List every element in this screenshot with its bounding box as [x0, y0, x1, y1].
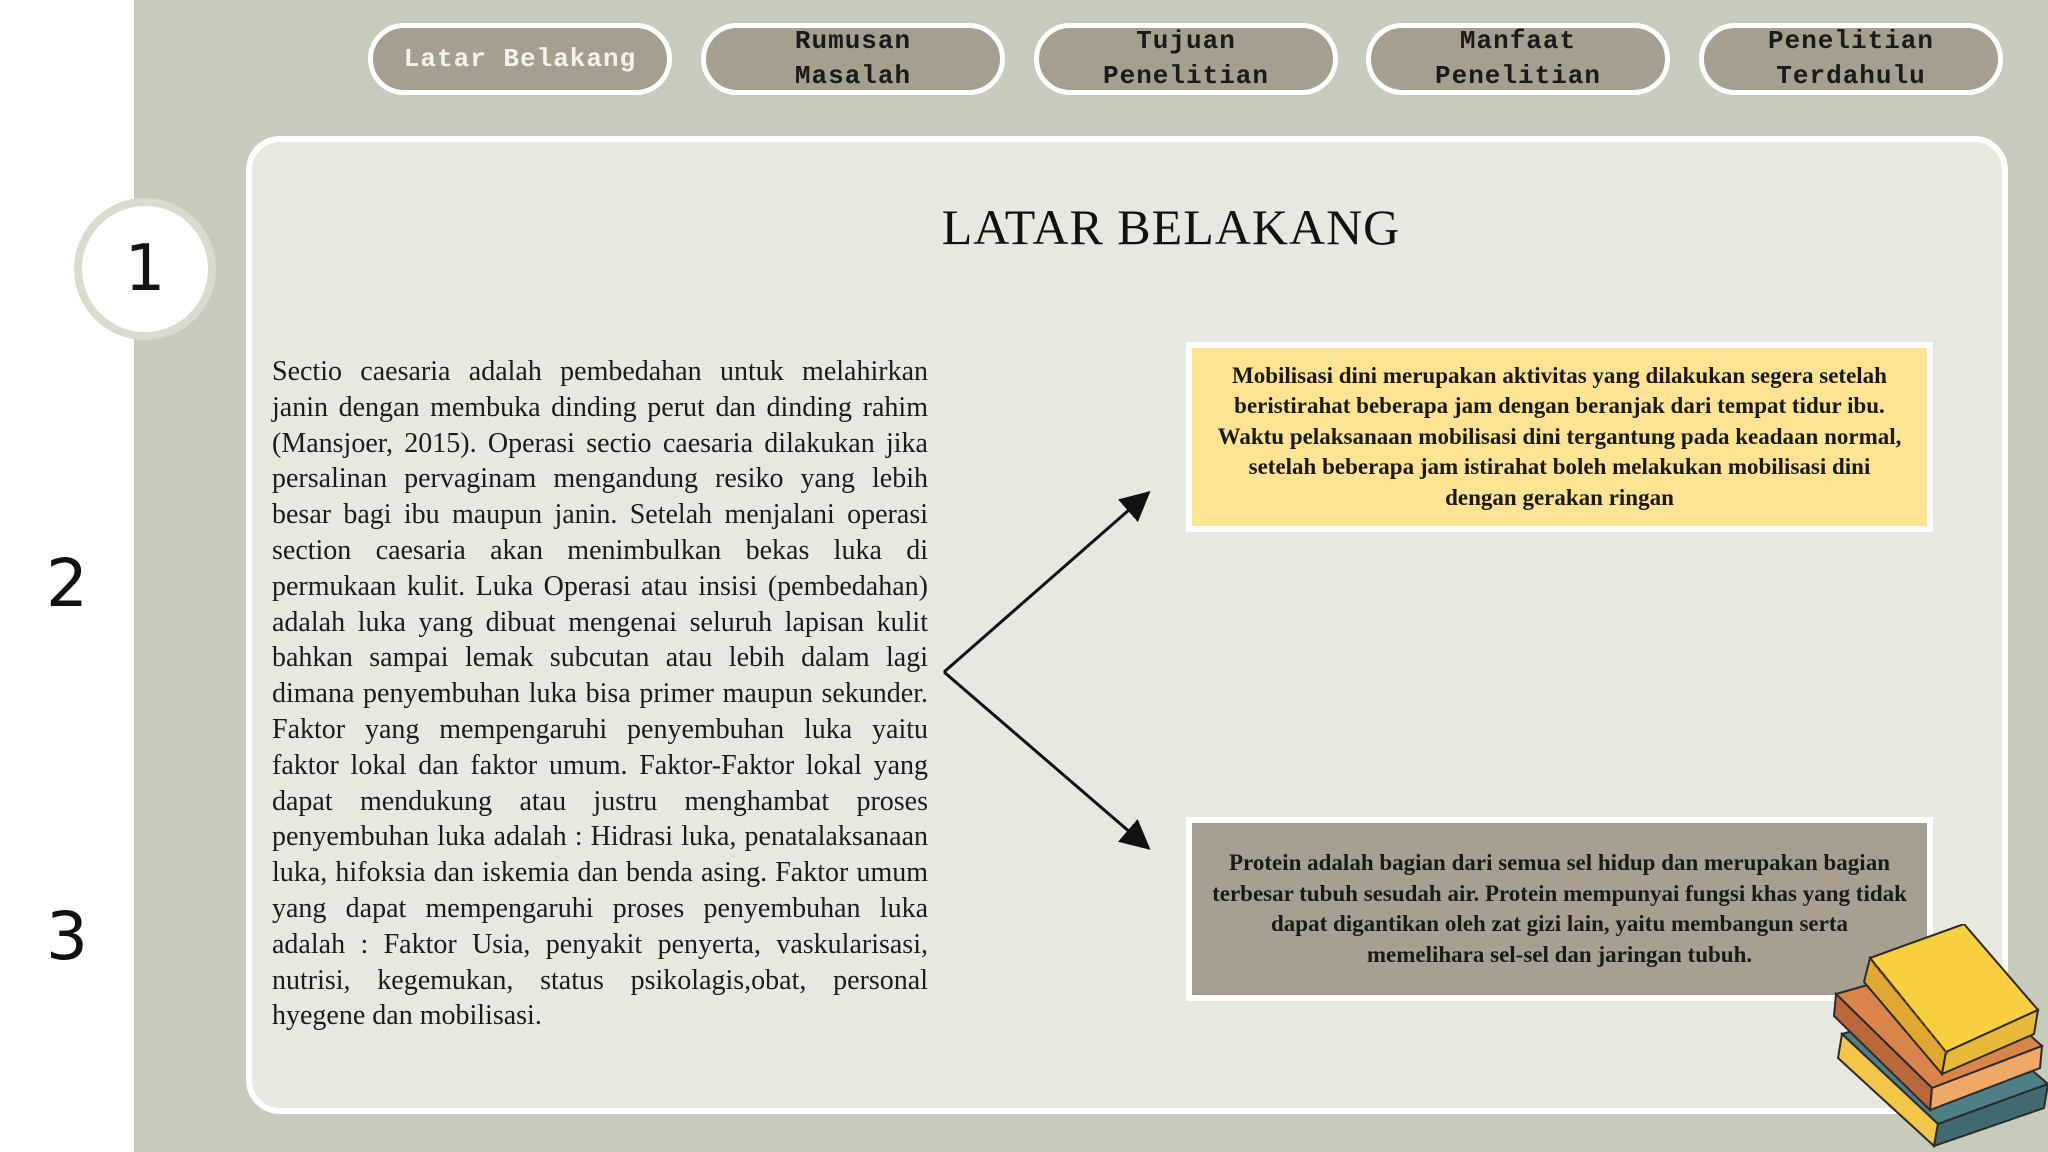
tab-label: Manfaat Penelitian	[1434, 26, 1602, 91]
tab-label: Tujuan Penelitian	[1102, 26, 1270, 91]
tab-label: Latar Belakang	[403, 43, 637, 74]
section-number-3[interactable]: 3	[46, 898, 88, 975]
arrow-icon	[930, 480, 1170, 860]
tab-latar-belakang[interactable]	[368, 23, 672, 95]
tab-label: Rumusan Masalah	[794, 26, 912, 91]
body-paragraph: Sectio caesaria adalah pembedahan untuk melahirkan janin dengan membuka dinding perut dan dinding rahim (Mansjoer, 2015). Operasi sectio caesaria dilakukan jika persalinan pervaginam mengandung resiko yang lebih besar bagi ibu maupun janin. Setelah menjalani operasi section caesaria akan menimbulkan bekas luka di permukaan kulit. Luka Operasi atau insisi (pembedahan) adalah luka yang dibuat mengenai seluruh lapisan kulit bahkan sampai lemak subcutan atau lebih dalam lagi dimana penyembuhan luka bisa primer maupun sekunder. Faktor yang mempengaruhi penyembuhan luka yaitu faktor lokal dan faktor umum. Faktor-Faktor lokal yang dapat mendukung atau justru menghambat proses penyembuhan luka adalah : Hidrasi luka, penatalaksanaan luka, hifoksia dan iskemia dan benda asing. Faktor umum yang dapat mempengaruhi proses penyembuhan luka adalah : Faktor Usia, penyakit penyerta, vaskularisasi, nutrisi, kegemukan, status psikolagis,obat, personal hyegene dan mobilisasi.	[272, 356, 928, 1032]
protein-box	[1186, 817, 1933, 1001]
tab-rumusan-masalah[interactable]	[701, 23, 1005, 95]
tab-penelitian-terdahulu[interactable]	[1699, 23, 2003, 95]
section-number-2[interactable]: 2	[46, 545, 88, 622]
tab-manfaat-penelitian[interactable]	[1366, 23, 1670, 95]
mobilisasi-text: Mobilisasi dini merupakan aktivitas yang dilakukan segera setelah beristirahat beberapa jam dengan beranjak dari tempat tidur ibu. Waktu pelaksanaan mobilisasi dini tergantung pada keadaan normal, setelah beberapa jam istirahat boleh melakukan mobilisasi dini dengan gerakan ringan	[1217, 362, 1902, 510]
section-number-1: 1	[124, 232, 166, 306]
tab-label: Penelitian Terdahulu	[1767, 26, 1935, 91]
tab-tujuan-penelitian[interactable]	[1034, 23, 1338, 95]
mobilisasi-box	[1186, 342, 1933, 532]
slide-title: LATAR BELAKANG	[941, 199, 1401, 255]
books-icon	[1830, 924, 2048, 1148]
section-number-1-circle[interactable]	[74, 198, 216, 340]
protein-text: Protein adalah bagian dari semua sel hidup dan merupakan bagian terbesar tubuh sesudah air. Protein mempunyai fungsi khas yang tidak dapat digantikan oleh zat gizi lain, yaitu membangun serta memelihara sel-sel dan jaringan tubuh.	[1212, 850, 1907, 967]
